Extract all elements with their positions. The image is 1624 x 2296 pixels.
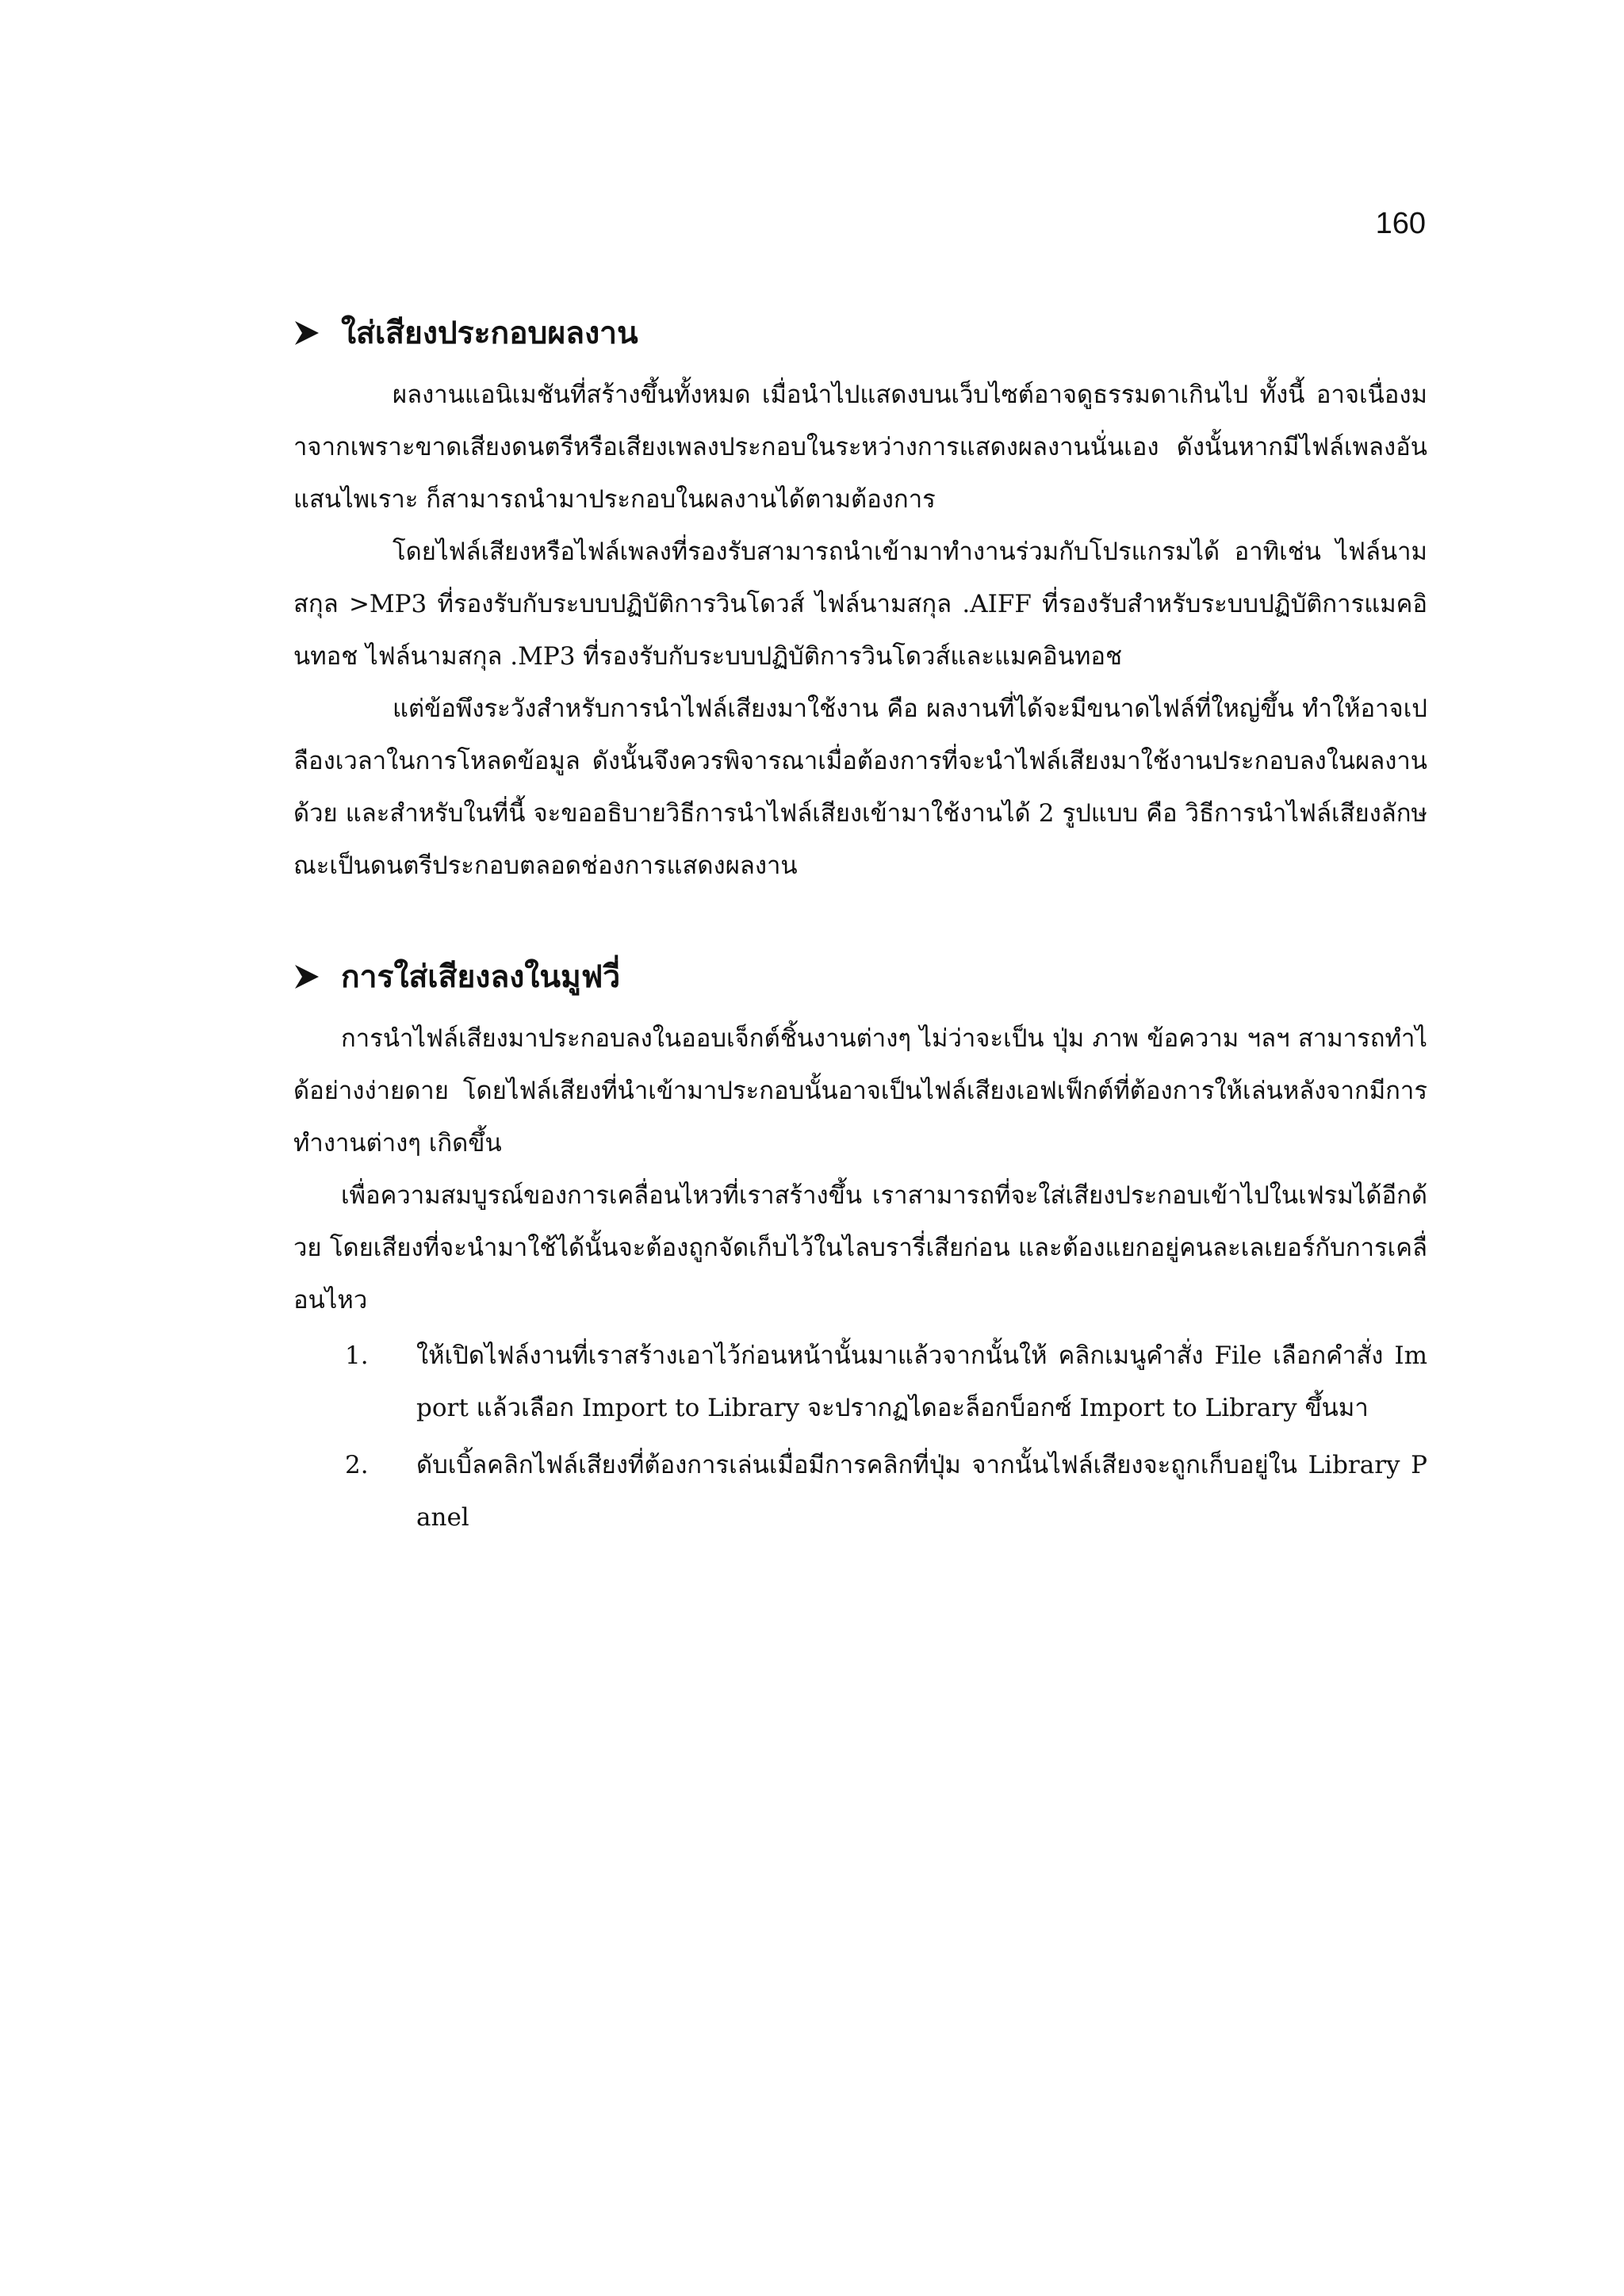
step-number: 2. [345, 1451, 369, 1479]
arrow-bullet-icon [293, 320, 320, 346]
page-content [293, 297, 1427, 1548]
section-heading-movie-sound [293, 941, 1427, 1012]
steps-list [293, 1330, 1427, 1544]
section-heading-text: การใส่เสียงลงในมูฟวี่ [341, 959, 621, 995]
page-number: 160 [1375, 207, 1426, 240]
paragraph: การนำไฟล์เสียงมาประกอบลงในออบเจ็กต์ชิ้นงานต่างๆ ไม่ว่าจะเป็น ปุ่ม ภาพ ข้อความ ฯลฯ สามารถทำได้อย่างง่ายดาย โดยไฟล์เสียงที่นำเข้ามาประกอบนั้นอาจเป็นไฟล์เสียงเอฟเฟ็กต์ที่ต้องการให้เล่นหลังจากมีการทำงานต่างๆ เกิดขึ้น [293, 1024, 1427, 1158]
list-item [293, 1439, 1427, 1544]
step-text: ดับเบิ้ลคลิกไฟล์เสียงที่ต้องการเล่นเมื่อมีการคลิกที่ปุ่ม จากนั้นไฟล์เสียงจะถูกเก็บอยู่ใน Library Panel [416, 1451, 1427, 1532]
section-heading-add-sound [293, 297, 1427, 369]
paragraph: ผลงานแอนิเมชันที่สร้างขึ้นทั้งหมด เมื่อนำไปแสดงบนเว็บไซต์อาจดูธรรมดาเกินไป ทั้งนี้ อาจเนื่องมาจากเพราะขาดเสียงดนตรีหรือเสียงเพลงประกอบในระหว่างการแสดงผลงานนั่นเอง ดังนั้นหากมีไฟล์เพลงอันแสนไพเราะ ก็สามารถนำมาประกอบในผลงานได้ตามต้องการ [293, 381, 1427, 514]
list-item [293, 1330, 1427, 1434]
step-number: 1. [345, 1341, 369, 1370]
paragraph: โดยไฟล์เสียงหรือไฟล์เพลงที่รองรับสามารถนำเข้ามาทำงานร่วมกับโปรแกรมได้ อาทิเช่น ไฟล์นามสกุล >MP3 ที่รองรับกับระบบปฏิบัติการวินโดวส์ ไฟล์นามสกุล .AIFF ที่รองรับสำหรับระบบปฏิบัติการแมคอินทอช ไฟล์นามสกุล .MP3 ที่รองรับกับระบบปฏิบัติการวินโดวส์และแมคอินทอช [293, 538, 1427, 671]
arrow-bullet-icon [293, 963, 320, 990]
section-heading-text: ใส่เสียงประกอบผลงาน [341, 315, 638, 351]
paragraph: แต่ข้อพึงระวังสำหรับการนำไฟล์เสียงมาใช้งาน คือ ผลงานที่ได้จะมีขนาดไฟล์ที่ใหญ่ขึ้น ทำให้อาจเปลืองเวลาในการโหลดข้อมูล ดังนั้นจึงควรพิจารณาเมื่อต้องการที่จะนำไฟล์เสียงมาใช้งานประกอบลงในผลงานด้วย และสำหรับในที่นี้ จะขออธิบายวิธีการนำไฟล์เสียงเข้ามาใช้งานได้ 2 รูปแบบ คือ วิธีการนำไฟล์เสียงลักษณะเป็นดนตรีประกอบตลอดช่องการแสดงผลงาน [293, 695, 1427, 880]
paragraph: เพื่อความสมบูรณ์ของการเคลื่อนไหวที่เราสร้างขึ้น เราสามารถที่จะใส่เสียงประกอบเข้าไปในเฟรมได้อีกด้วย โดยเสียงที่จะนำมาใช้ได้นั้นจะต้องถูกจัดเก็บไว้ในไลบรารี่เสียก่อน และต้องแยกอยู่คนละเลเยอร์กับการเคลื่อนไหว [293, 1181, 1427, 1314]
step-text: ให้เปิดไฟล์งานที่เราสร้างเอาไว้ก่อนหน้านั้นมาแล้วจากนั้นให้ คลิกเมนูคำสั่ง File เลือกคำสั่ง Import แล้วเลือก Import to Library จะปรากฏไดอะล็อกบ็อกซ์ Import to Library ขึ้นมา [416, 1341, 1427, 1422]
